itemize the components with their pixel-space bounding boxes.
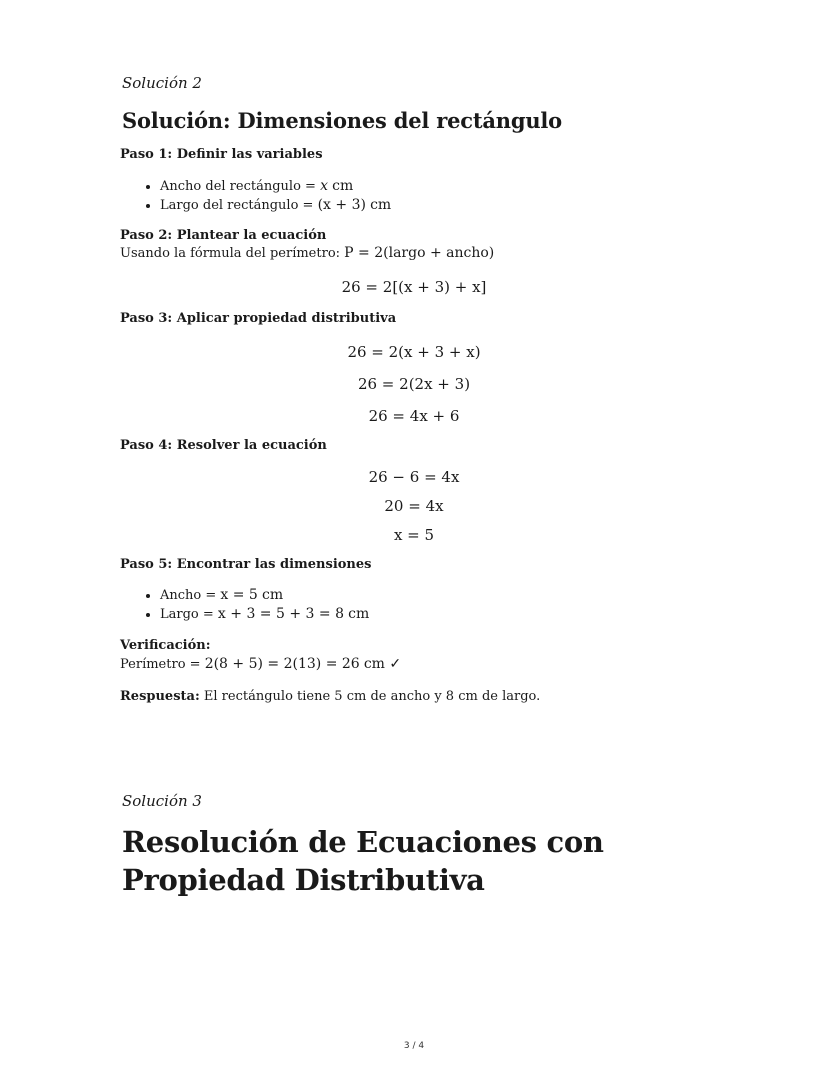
step-3-equation-1: 26 = 2(x + 3 + x): [347, 343, 481, 361]
step-3-equation-3: 26 = 4x + 6: [368, 407, 460, 425]
list-item: • Ancho = x = 5 cm: [160, 586, 369, 605]
step-2-heading: Paso 2: Plantear la ecuación: [120, 228, 327, 243]
verification-heading: Verificación:: [120, 638, 211, 653]
solution-2-title: Solución: Dimensiones del rectángulo: [122, 108, 562, 133]
answer-text: Respuesta: El rectángulo tiene 5 cm de ancho y 8 cm de largo.: [120, 689, 541, 704]
solution-2-label: Solución 2: [122, 74, 202, 92]
step-4-equation-3: x = 5: [393, 526, 435, 544]
step-3-equation-2: 26 = 2(2x + 3): [357, 375, 471, 393]
list-item: • Largo del rectángulo = (x + 3) cm: [160, 196, 391, 215]
answer-label: Respuesta:: [120, 689, 200, 704]
verification-text: Perímetro = 2(8 + 5) = 2(13) = 26 cm ✓: [120, 656, 402, 672]
list-item: • Largo = x + 3 = 5 + 3 = 8 cm: [160, 605, 369, 624]
step-1-list: [144, 177, 391, 215]
solution-3-title: Resolución de Ecuaciones con Propiedad Distributiva: [122, 825, 604, 897]
step-4-heading: Paso 4: Resolver la ecuación: [120, 438, 327, 453]
step-3-heading: Paso 3: Aplicar propiedad distributiva: [120, 311, 397, 326]
step-1-heading: Paso 1: Definir las variables: [120, 147, 323, 162]
step-2-text: Usando la fórmula del perímetro: P = 2(largo + ancho): [120, 245, 495, 261]
step-2-equation: 26 = 2[(x + 3) + x]: [341, 278, 487, 296]
page-number: 3 / 4: [403, 1041, 425, 1051]
solution-3-label: Solución 3: [122, 792, 202, 810]
step-5-list: [144, 586, 369, 624]
step-4-equation-1: 26 − 6 = 4x: [368, 468, 460, 486]
perimeter-formula: P = 2(largo + ancho): [344, 245, 495, 261]
list-item: • Ancho del rectángulo = x cm: [160, 177, 391, 196]
step-4-equation-2: 20 = 4x: [384, 497, 444, 515]
step-5-heading: Paso 5: Encontrar las dimensiones: [120, 557, 372, 572]
